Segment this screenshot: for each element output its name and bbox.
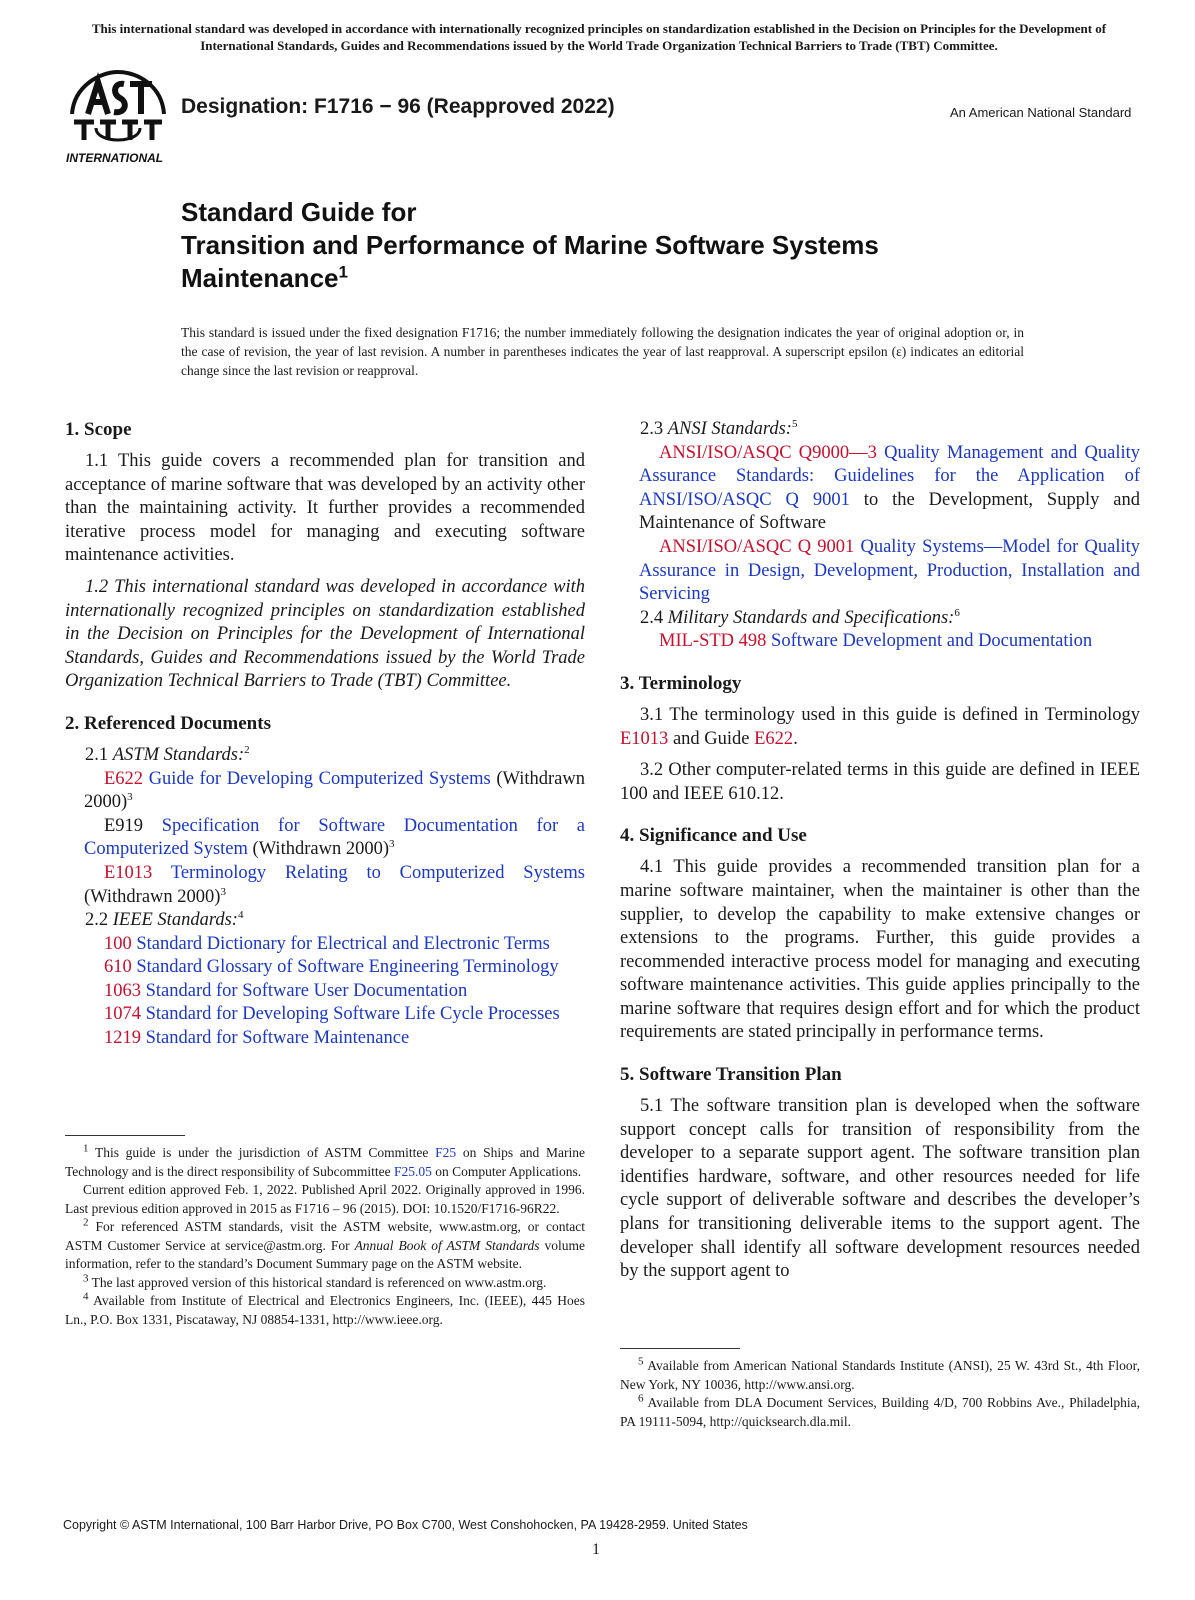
right-column xyxy=(620,418,1140,1284)
transition-para-5-1: 5.1 The software transition plan is developed when the software support concept calls for transition of responsibility from the developer to a separate support agent. The software transition plan identifies hardware, software, and other resources needed for life cycle support of deliverable software and describes the developer’s plans for transitioning deliverable items to the support agent. The developer shall identify all software development resources needed by the support agent to xyxy=(620,1096,1140,1282)
preamble: This standard is issued under the fixed designation F1716; the number immediately following the designation indicates the year of original adoption or, in the case of revision, the year of last revision. A number in parentheses indicates the year of last reapproval. A superscript epsilon (ε) indicates an editorial change since the last revision or reapproval. xyxy=(181,325,1024,378)
reference-code[interactable]: 610 xyxy=(104,957,132,978)
reference-item[interactable] xyxy=(620,442,1140,536)
reference-code[interactable]: 1219 xyxy=(104,1028,141,1049)
left-column xyxy=(65,418,585,1051)
reference-title-link[interactable]: Specification for Software Documentation for a Computerized System xyxy=(84,815,586,860)
reference-title-link[interactable]: Standard Dictionary for Electrical and Electronic Terms xyxy=(136,933,550,954)
footnote-text: Available from American National Standards Institute (ANSI), 25 W. 43rd St., 4th Floor, New York, NY 10036, http://www.ansi.org. xyxy=(620,1358,1140,1392)
footnote-text: volume information, refer to the standard’s Document Summary page on the ASTM website. xyxy=(65,1237,585,1271)
reference-code[interactable]: 1063 xyxy=(104,980,141,1001)
reference-sup: 3 xyxy=(220,885,226,898)
footnotes-right xyxy=(620,1348,1140,1431)
footnote-mark: 5 xyxy=(638,1355,644,1368)
ieee-subhead-title: IEEE Standards: xyxy=(112,910,238,931)
footnote-mark: 3 xyxy=(83,1272,89,1284)
mil-subhead-title: Military Standards and Specifications: xyxy=(667,607,955,628)
footnote-mark: 1 xyxy=(83,1142,89,1155)
scope-para-1-2 xyxy=(65,576,585,694)
reference-code[interactable]: E622 xyxy=(104,768,144,789)
reference-title-link[interactable]: Standard Glossary of Software Engineering Terminology xyxy=(136,957,559,978)
reference-item[interactable] xyxy=(65,862,585,909)
reference-title-link[interactable]: Standard for Software User Documentation xyxy=(145,980,468,1001)
terminology-para-3-2: 3.2 Other computer-related terms in this guide are defined in IEEE 100 and IEEE 610.12. xyxy=(620,760,1140,804)
scope-para-1-2-text: 1.2 This international standard was developed in accordance with internationally recognized principles on standardization established in the Decision on Principles for the Development of International Standards, Guides and Recommendations issued by the World Trade Organization Technical Barriers to Trade (TBT) Committee. xyxy=(65,576,585,692)
terminology-para-3-1 xyxy=(620,704,1140,751)
reference-item[interactable] xyxy=(65,1027,585,1051)
reference-title-link[interactable]: Standard for Developing Software Life Cycle Processes xyxy=(145,1004,560,1025)
ansi-subhead-number: 2.3 xyxy=(640,419,668,439)
footnote-text: The last approved version of this historical standard is referenced on www.astm.org. xyxy=(88,1274,547,1290)
footnote-3 xyxy=(65,1274,585,1293)
astm-logo xyxy=(66,68,170,168)
section-heading-referenced: 2. Referenced Documents xyxy=(65,712,271,734)
footnote-text: For referenced ASTM standards, visit the ASTM website, www.astm.org, or contact ASTM Customer Service at service@astm.org. For xyxy=(65,1219,585,1253)
footnote-text: on Computer Applications. xyxy=(431,1163,582,1179)
standards-notice: This international standard was developed in accordance with internationally recognized principles on standardization established in the Decision on Principles for the Development of International Standards, Guides and Recommendations issued by the World Trade Organization Technical Barriers to Trade (TBT) Committee. xyxy=(91,21,1107,53)
reference-sup: 3 xyxy=(388,838,395,851)
designation: Designation: F1716 − 96 (Reapproved 2022) xyxy=(181,95,615,118)
e1013-link[interactable]: E1013 xyxy=(620,728,669,749)
reference-item[interactable] xyxy=(620,630,1140,654)
national-standard-label: An American National Standard xyxy=(950,105,1132,120)
significance-para-4-1: 4.1 This guide provides a recommended transition plan for a marine software maintainer, when the maintainer is other than the supplier, to develop the capability to make extensive changes or extensions to the programs. Further, this guide provides a recommended interactive process model for managing and executing software maintenance activities. This guide applies principally to the marine software that requires design effort and for which the product requirements are stated principally in performance terms. xyxy=(620,857,1140,1043)
reference-title-link[interactable]: Quality Management and Quality Assurance Standards: Guidelines for the Application of ANSI/ISO/ASQC Q 9001 xyxy=(639,442,1140,510)
scope-para-1-1: 1.1 This guide covers a recommended plan for transition and acceptance of marine software that was developed by an activity other than the maintaining activity. It further provides a recommended iterative process model for managing and executing software maintenance activities. xyxy=(65,451,585,566)
reference-tail: (Withdrawn 2000) xyxy=(84,886,221,907)
reference-item[interactable] xyxy=(620,536,1140,607)
astm-logo-icon xyxy=(66,68,170,168)
para-text: and Guide xyxy=(668,728,755,749)
footnote-5 xyxy=(620,1357,1140,1394)
reference-code[interactable]: 1074 xyxy=(104,1004,141,1025)
reference-title-link[interactable]: Quality Systems—Model for Quality Assurance in Design, Development, Production, Installation and Servicing xyxy=(639,536,1140,605)
section-heading-significance: 4. Significance and Use xyxy=(620,825,807,847)
para-text: . xyxy=(793,728,798,749)
ieee-standards-subhead xyxy=(65,909,585,933)
footnote-4 xyxy=(65,1292,585,1329)
footnote-text: This guide is under the jurisdiction of ASTM Committee xyxy=(88,1145,436,1160)
title-footnote-mark: 1 xyxy=(338,262,348,282)
reference-item[interactable] xyxy=(65,980,585,1004)
mil-subhead-number: 2.4 xyxy=(640,607,668,628)
logo-wordmark: INTERNATIONAL xyxy=(66,151,164,165)
reference-title-link[interactable]: Terminology Relating to Computerized Systems xyxy=(170,862,585,883)
astm-subhead-title: ASTM Standards: xyxy=(112,744,245,765)
reference-tail: (Withdrawn 2000) xyxy=(84,768,585,813)
e622-link[interactable]: E622 xyxy=(754,728,794,749)
page-number: 1 xyxy=(592,1541,600,1558)
reference-item[interactable] xyxy=(65,815,585,862)
mil-subhead-sup: 6 xyxy=(954,606,960,619)
footnote-mark: 6 xyxy=(638,1392,644,1405)
footnote-mark: 4 xyxy=(83,1290,89,1303)
reference-item[interactable] xyxy=(65,1003,585,1027)
title-line-1: Standard Guide for xyxy=(181,197,417,227)
committee-link[interactable]: F25 xyxy=(435,1145,457,1160)
reference-item[interactable] xyxy=(65,768,585,815)
footnote-2 xyxy=(65,1218,585,1274)
ansi-standards-subhead xyxy=(620,418,1140,442)
ansi-subhead-title: ANSI Standards: xyxy=(667,419,792,439)
footnote-1-edition: Current edition approved Feb. 1, 2022. Published April 2022. Originally approved in 1996. Last previous edition approved in 2015 as F1716 – 96 (2015). DOI: 10.1520/F1716-96R22. xyxy=(65,1182,585,1216)
reference-code[interactable]: ANSI/ISO/ASQC Q9000—3 xyxy=(659,442,877,463)
reference-title-link[interactable]: Software Development and Documentation xyxy=(771,631,1093,652)
military-standards-subhead xyxy=(620,607,1140,631)
astm-subhead-number: 2.1 xyxy=(85,744,113,765)
title-line-3-text: Maintenance xyxy=(181,263,339,293)
footnote-1 xyxy=(65,1144,585,1181)
ieee-subhead-sup: 4 xyxy=(237,908,244,921)
reference-code[interactable]: ANSI/ISO/ASQC Q 9001 xyxy=(659,536,855,557)
reference-tail: (Withdrawn 2000) xyxy=(247,839,389,860)
subcommittee-link[interactable]: F25.05 xyxy=(394,1163,432,1179)
document-title xyxy=(181,196,879,295)
footnote-mark: 2 xyxy=(83,1216,89,1229)
footnote-6 xyxy=(620,1394,1140,1431)
section-heading-terminology: 3. Terminology xyxy=(620,672,742,694)
title-line-3 xyxy=(181,262,879,295)
footnote-italic: Annual Book of ASTM Standards xyxy=(354,1237,540,1253)
astm-subhead-sup: 2 xyxy=(244,743,250,756)
footnotes-left xyxy=(65,1135,585,1329)
reference-title-link[interactable]: Guide for Developing Computerized Systems xyxy=(148,768,491,789)
astm-standards-subhead xyxy=(65,744,585,768)
ansi-subhead-sup: 5 xyxy=(791,417,798,430)
footnote-text: Available from Institute of Electrical and Electronics Engineers, Inc. (IEEE), 445 Hoes Ln., P.O. Box 1331, Piscataway, NJ 08854-1331, http://www.ieee.org. xyxy=(65,1293,585,1327)
section-heading-transition: 5. Software Transition Plan xyxy=(620,1064,842,1086)
reference-sup: 3 xyxy=(127,790,133,803)
title-line-2: Transition and Performance of Marine Software Systems xyxy=(181,230,879,260)
footnote-text: on Ships and Marine Technology and is the direct responsibility of Subcommittee xyxy=(65,1145,585,1179)
footnote-text: Available from DLA Document Services, Building 4/D, 700 Robbins Ave., Philadelphia, PA 19111-5094, http://quicksearch.dla.mil. xyxy=(620,1395,1140,1429)
reference-code: E919 xyxy=(104,815,144,836)
section-heading-scope: 1. Scope xyxy=(65,419,132,440)
para-text: 3.1 The terminology used in this guide is defined in Terminology xyxy=(640,704,1140,725)
reference-tail: to the Development, Supply and Maintenance of Software xyxy=(639,489,1140,534)
reference-item[interactable] xyxy=(65,956,585,980)
reference-code[interactable]: E1013 xyxy=(104,862,153,883)
reference-item[interactable] xyxy=(65,933,585,957)
reference-code[interactable]: 100 xyxy=(104,933,132,954)
reference-title-link[interactable]: Standard for Software Maintenance xyxy=(145,1028,410,1049)
ieee-subhead-number: 2.2 xyxy=(85,910,113,931)
reference-code[interactable]: MIL-STD 498 xyxy=(659,631,767,652)
copyright-notice: Copyright © ASTM International, 100 Barr Harbor Drive, PO Box C700, West Conshohocken, PA 19428-2959. United States xyxy=(63,1518,748,1532)
